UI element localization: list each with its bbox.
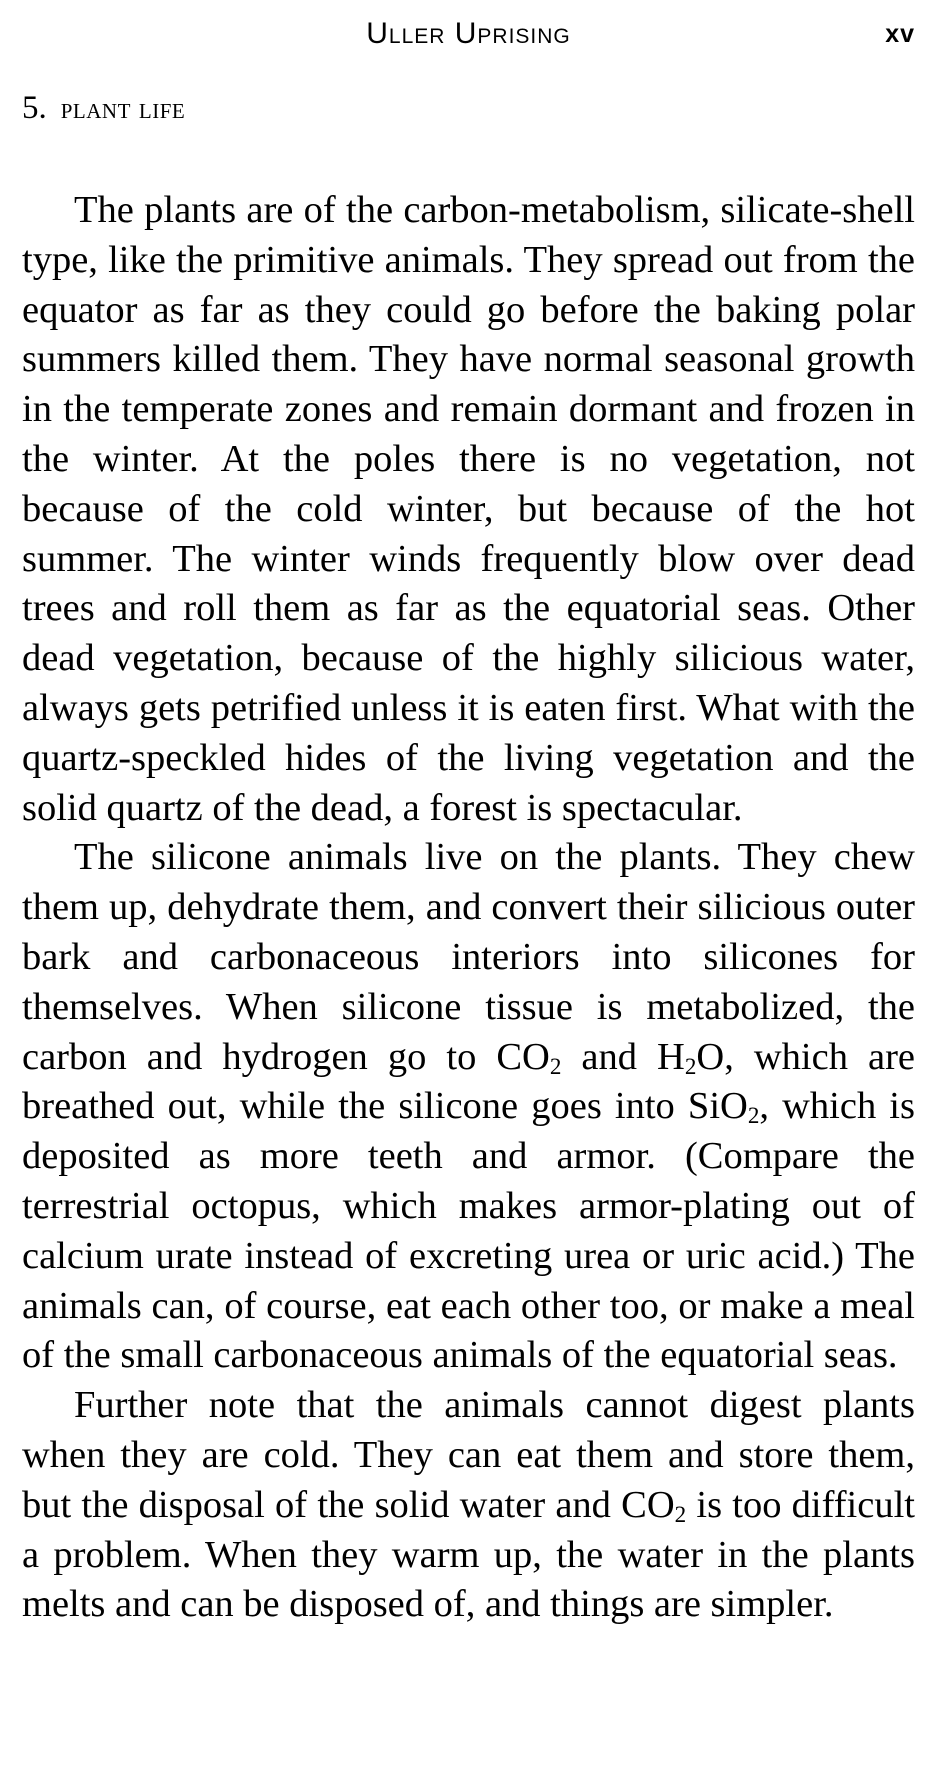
paragraph-3	[22, 1381, 915, 1630]
section-title: plant life	[60, 92, 186, 125]
running-title: Uller Uprising	[366, 17, 571, 50]
subscript: 2	[674, 1500, 687, 1527]
subscript: 2	[549, 1052, 562, 1079]
text-run: The plants are of the carbon-metabolism, silicate-shell type, like the primitive animals. They spread out from the equator as far as they could go before the baking polar summers killed them. They have normal seasonal growth in the temperate zones and remain dormant and frozen in the winter. At the poles there is no vegetation, not because of the cold winter, but because of the hot summer. The winter winds frequently blow over dead trees and roll them as far as the equatorial seas. Other dead vegetation, because of the highly silicious water, always gets petrified unless it is eaten first. What with the quartz-speckled hides of the living vegetation and the solid quartz of the dead, a forest is spectacular.	[22, 189, 915, 829]
subscript: 2	[747, 1102, 760, 1129]
text-run: and H	[561, 1035, 685, 1078]
body-text	[22, 186, 915, 1630]
text-run: O, which are breathed out, while the silicone goes into SiO	[22, 1035, 915, 1128]
section-number: 5.	[22, 90, 47, 126]
text-run: The silicone animals live on the plants. They chew them up, dehydrate them, and convert their silicious outer bark and carbonaceous interiors into silicones for themselves. When silicone tissue is metabolized, the carbon and hydrogen go to CO	[22, 836, 915, 1078]
text-run: , which is deposited as more teeth and armor. (Compare the terrestrial octopus, which makes armor-plating out of calcium urate instead of excreting urea or uric acid.) The animals can, of course, eat each other too, or make a meal of the small carbonaceous animals of the equatorial seas.	[22, 1085, 915, 1377]
subscript: 2	[684, 1052, 697, 1079]
page-number: xv	[885, 20, 915, 48]
paragraph-2	[22, 833, 915, 1381]
text-run: Further note that the animals cannot digest plants when they are cold. They can eat them and store them, but the disposal of the solid water and CO	[22, 1384, 915, 1526]
section-heading	[22, 86, 185, 131]
paragraph-1	[22, 186, 915, 833]
running-head	[22, 14, 915, 54]
text-run: is too difficult a problem. When they warm up, the water in the plants melts and can be disposed of, and things are simpler.	[22, 1483, 915, 1626]
